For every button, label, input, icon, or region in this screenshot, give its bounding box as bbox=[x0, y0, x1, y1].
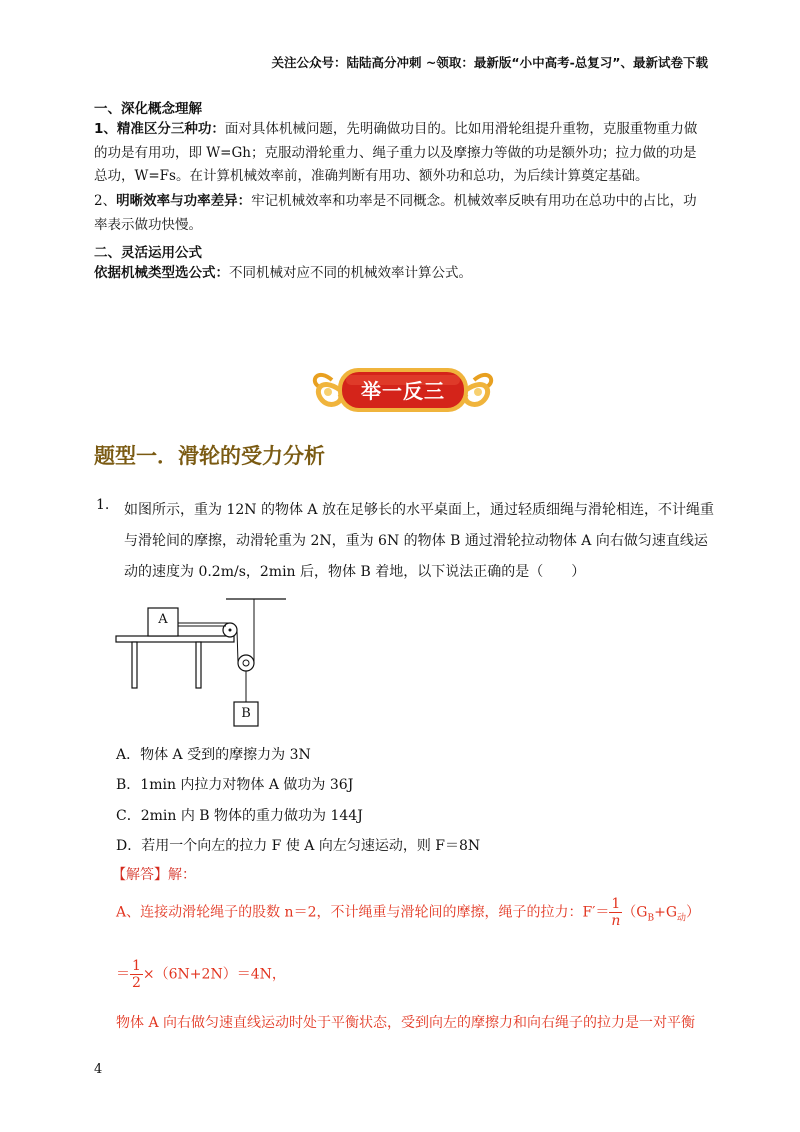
header-note: 关注公众号：陆陆高分冲刺 ~领取：最新版“小中高考-总复习”、最新试卷下载 bbox=[271, 55, 708, 70]
p1-bold-lead: 1、精准区分三种功： bbox=[94, 121, 225, 137]
frac2-den: 2 bbox=[132, 975, 141, 991]
answer-line-3: 物体 A 向右做匀速直线运动时处于平衡状态，受到向左的摩擦力和向右绳子的拉力是一对平衡 bbox=[116, 1015, 696, 1031]
option-c: C．2min 内 B 物体的重力做功为 144J bbox=[116, 808, 363, 824]
pulley-diagram bbox=[110, 590, 300, 732]
badge-ju-yi-fan-san bbox=[310, 362, 496, 418]
topic-title: 题型一．滑轮的受力分析 bbox=[94, 444, 325, 468]
frac1-den: n bbox=[611, 913, 621, 929]
badge-label: 举一反三 bbox=[361, 379, 445, 403]
answer-line1-plus: +G bbox=[654, 904, 678, 921]
fraction-1-over-n bbox=[609, 896, 622, 929]
answer-head: 【解答】解： bbox=[112, 867, 196, 883]
section2-body: 不同机械对应不同的机械效率计算公式。 bbox=[229, 265, 472, 281]
answer-line2-text: ×（6N+2N）＝4N， bbox=[142, 966, 286, 983]
question-number: 1. bbox=[96, 497, 110, 513]
fraction-1-over-2 bbox=[130, 958, 143, 991]
option-b: B．1min 内拉力对物体 A 做功为 36J bbox=[116, 777, 354, 793]
question-text: 如图所示，重为 12N 的物体 A 放在足够长的水平桌面上，通过轻质细绳与滑轮相连，不计绳重与滑轮间的摩擦，动滑轮重为 2N，重为 6N 的物体 B 通过滑轮拉动物体 A 向右做匀速直线运动的速度为 0.2m/s，2min 后，物体 B 着地，以下说法正确的是（ ） bbox=[124, 502, 714, 580]
section2-bold-lead: 依据机械类型选公式： bbox=[94, 265, 229, 281]
section1-paragraph-1 bbox=[94, 118, 706, 189]
answer-line1-text: A、连接动滑轮绳子的股数 n＝2，不计绳重与滑轮间的摩擦，绳子的拉力：F′＝ bbox=[116, 904, 610, 921]
p2-body: 牢记机械效率和功率是不同概念。机械效率反映有用功在总功中的占比，功率表示做功快慢。 bbox=[94, 193, 697, 233]
p1-body: 面对具体机械问题，先明确做功目的。比如用滑轮组提升重物，克服重物重力做的功是有用功，即 W=Gh；克服动滑轮重力、绳子重力以及摩擦力等做的功是额外功；拉力做的功是总功，W=Fs。在计算机械效率前，准确判断有用功、额外功和总功，为后续计算奠定基础。 bbox=[94, 121, 698, 184]
answer-line1-close: ） bbox=[686, 904, 701, 921]
answer-line-2 bbox=[116, 958, 286, 991]
pulley-figure bbox=[110, 590, 300, 732]
section1-paragraph-2 bbox=[94, 190, 706, 237]
option-a: A．物体 A 受到的摩擦力为 3N bbox=[116, 747, 311, 763]
section1-title: 一、深化概念理解 bbox=[94, 101, 202, 117]
sub-dong: 动 bbox=[677, 913, 687, 924]
section2-paragraph bbox=[94, 262, 706, 286]
figure-label-b: B bbox=[241, 706, 251, 721]
frac1-num: 1 bbox=[611, 896, 621, 912]
section2-title: 二、灵活运用公式 bbox=[94, 245, 202, 261]
p2-bold-lead: 明晰效率与功率差异： bbox=[116, 193, 252, 209]
frac2-num: 1 bbox=[132, 958, 141, 974]
answer-line-1 bbox=[116, 896, 700, 929]
option-d: D．若用一个向左的拉力 F 使 A 向左匀速运动，则 F＝8N bbox=[116, 838, 481, 854]
answer-line1-open: （G bbox=[622, 904, 648, 921]
answer-line2-prefix: ＝ bbox=[116, 966, 130, 983]
page-number: 4 bbox=[94, 1062, 103, 1077]
sub-b: B bbox=[647, 913, 655, 924]
p2-num: 2、 bbox=[94, 193, 117, 209]
figure-label-a: A bbox=[158, 612, 168, 627]
